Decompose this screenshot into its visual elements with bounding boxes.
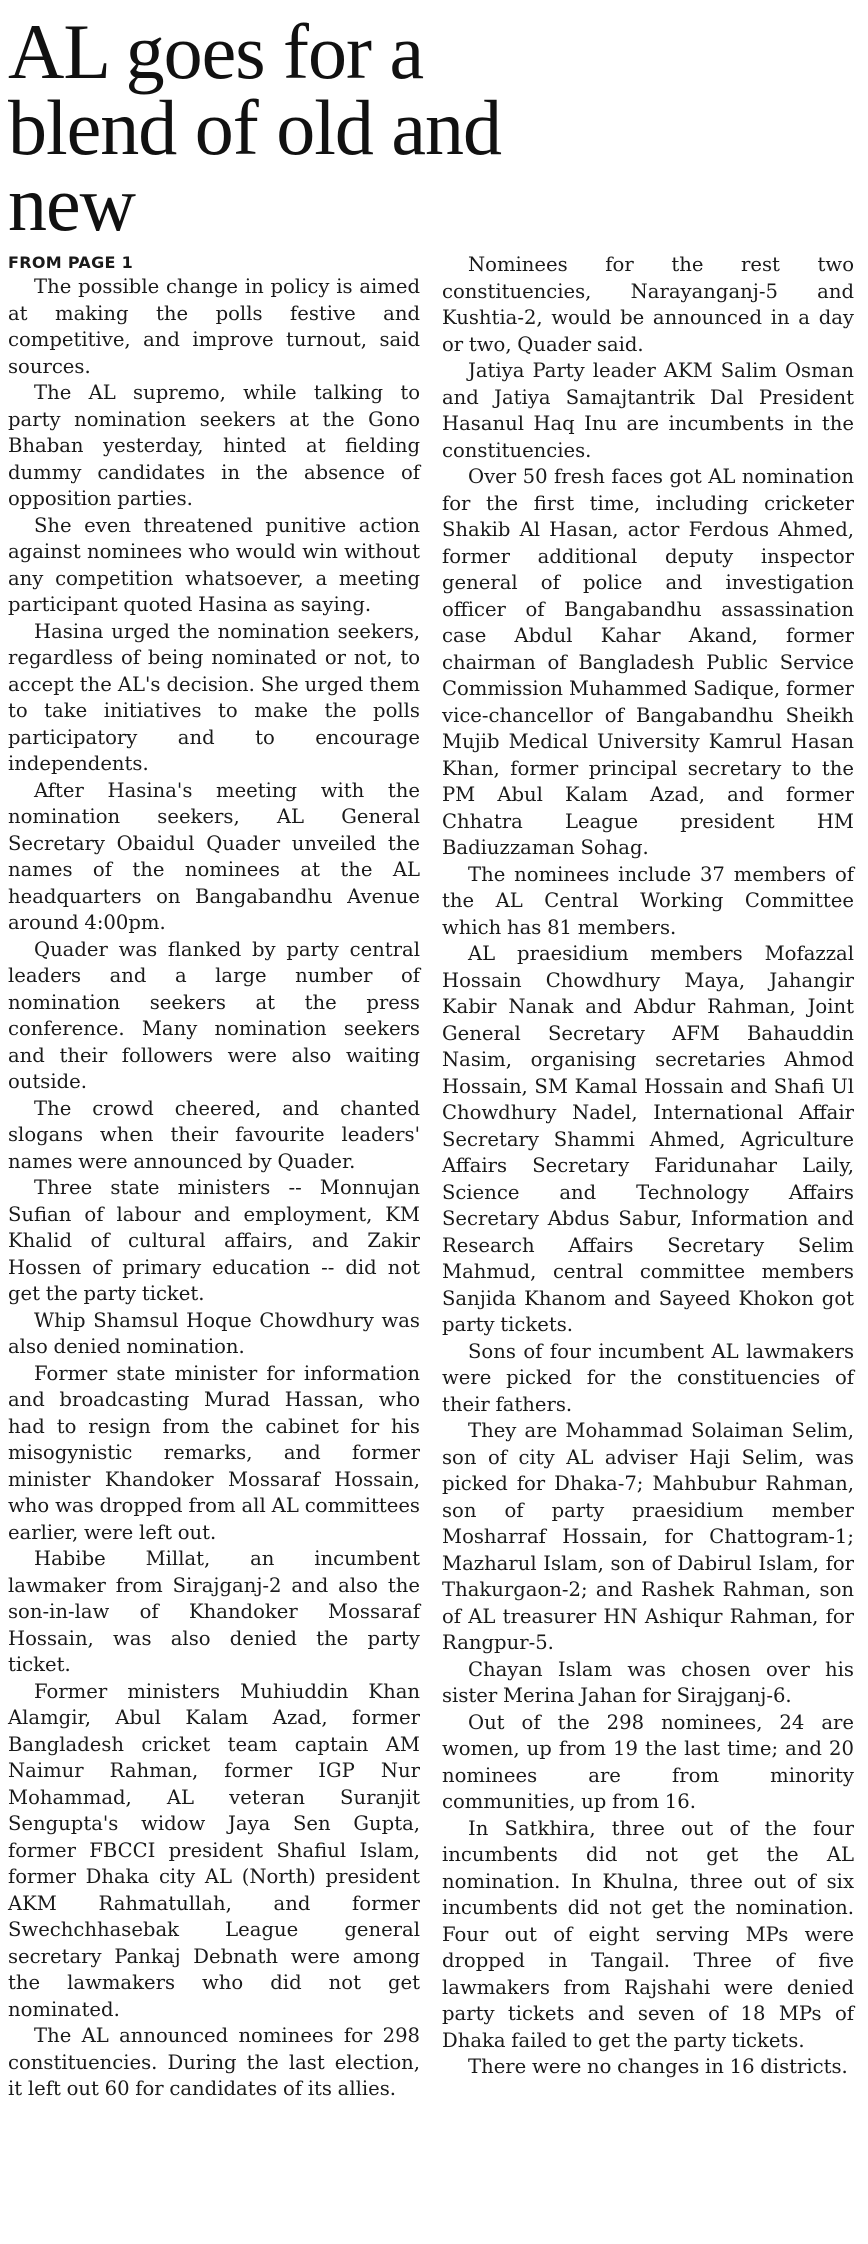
paragraph: Out of the 298 nominees, 24 are women, up from 19 the last time; and 20 nominees are from minority communities, up from 16.	[442, 1710, 854, 1813]
headline: AL goes for a blend of old and new	[8, 8, 502, 247]
paragraph: They are Mohammad Solaiman Selim, son of city AL adviser Haji Selim, was picked for Dhaka-7; Mahbubur Rahman, son of party praesidium member Mosharraf Hossain, for Chattogram-1; Mazharul Islam, son of Dabirul Islam, for Thakurgaon-2; and Rashek Rahman, son of AL treasurer HN Ashiqur Rahman, for Rangpur-5.	[442, 1419, 854, 1654]
article-body	[8, 252, 854, 2103]
paragraph: Jatiya Party leader AKM Salim Osman and Jatiya Samajtantrik Dal President Hasanul Haq Inu are incumbents in the constituencies.	[442, 359, 854, 462]
continuation-kicker: FROM PAGE 1	[8, 253, 134, 272]
paragraph: The crowd cheered, and chanted slogans when their favourite leaders' names were announced by Quader.	[8, 1096, 420, 1173]
paragraph: The nominees include 37 members of the AL Central Working Committee which has 81 members.	[442, 862, 854, 939]
paragraph: Quader was flanked by party central leaders and a large number of nomination seekers at the press conference. Many nomination seekers and their followers were also waiting outside.	[8, 937, 420, 1093]
paragraph: She even threatened punitive action against nominees who would win without any competition whatsoever, a meeting participant quoted Hasina as saying.	[8, 513, 420, 616]
paragraph: Former ministers Muhiuddin Khan Alamgir, Abul Kalam Azad, former Bangladesh cricket team captain AM Naimur Rahman, former IGP Nur Mohammad, AL veteran Suranjit Sengupta's widow Jaya Sen Gupta, former FBCCI president Shafiul Islam, former Dhaka city AL (North) president AKM Rahmatullah, and former Swechchhasebak League general secretary Pankaj Debnath were among the lawmakers who did not get nominated.	[8, 1679, 420, 2021]
paragraph: Over 50 fresh faces got AL nomination for the first time, including cricketer Shakib Al Hasan, actor Ferdous Ahmed, former additional deputy inspector general of police and investigation officer of Bangabandhu assassination case Abdul Kahar Akand, former chairman of Bangladesh Public Service Commission Muhammed Sadique, former vice-chancellor of Bangabandhu Sheikh Mujib Medical University Kamrul Hasan Khan, former principal secretary to the PM Abul Kalam Azad, and former Chhatra League president HM Badiuzzaman Sohag.	[442, 465, 854, 859]
paragraph: Former state minister for information and broadcasting Murad Hassan, who had to resign from the cabinet for his misogynistic remarks, and former minister Khandoker Mossaraf Hossain, who was dropped from all AL committees earlier, were left out.	[8, 1361, 420, 1544]
paragraph: The AL announced nominees for 298 constituencies. During the last election, it left out 60 for candidates of its allies.	[8, 2024, 420, 2100]
paragraph: Hasina urged the nomination seekers, regardless of being nominated or not, to accept the AL's decision. She urged them to take initiatives to make the polls participatory and to encourage independents.	[8, 619, 420, 775]
paragraph: Sons of four incumbent AL lawmakers were picked for the constituencies of their fathers.	[442, 1339, 854, 1416]
left-column	[8, 252, 420, 2103]
paragraph: Whip Shamsul Hoque Chowdhury was also denied nomination.	[8, 1308, 420, 1358]
paragraph: After Hasina's meeting with the nomination seekers, AL General Secretary Obaidul Quader unveiled the names of the nominees at the AL headquarters on Bangabandhu Avenue around 4:00pm.	[8, 778, 420, 934]
paragraph: The possible change in policy is aimed at making the polls festive and competitive, and improve turnout, said sources.	[8, 275, 420, 378]
paragraph: In Satkhira, three out of the four incumbents did not get the AL nomination. In Khulna, three out of six incumbents did not get the nomination. Four out of eight serving MPs were dropped in Tangail. Three of five lawmakers from Rajshahi were denied party tickets and seven of 18 MPs of Dhaka failed to get the party tickets.	[442, 1816, 854, 2052]
paragraph: Nominees for the rest two constituencies, Narayanganj-5 and Kushtia-2, would be announced in a day or two, Quader said.	[442, 253, 854, 356]
paragraph: Three state ministers -- Monnujan Sufian of labour and employment, KM Khalid of cultural affairs, and Zakir Hossen of primary education -- did not get the party ticket.	[8, 1176, 420, 1305]
paragraph: Habibe Millat, an incumbent lawmaker from Sirajganj-2 and also the son-in-law of Khandoker Mossaraf Hossain, was also denied the party ticket.	[8, 1547, 420, 1676]
right-column	[442, 252, 854, 2103]
paragraph: AL praesidium members Mofazzal Hossain Chowdhury Maya, Jahangir Kabir Nanak and Abdur Rahman, Joint General Secretary AFM Bahauddin Nasim, organising secretaries Ahmod Hossain, SM Kamal Hossain and Shafi Ul Chowdhury Nadel, International Affair Secretary Shammi Ahmed, Agriculture Affairs Secretary Faridunahar Laily, Science and Technology Affairs Secretary Abdus Sabur, Information and Research Affairs Secretary Selim Mahmud, central committee members Sanjida Khanom and Sayeed Khokon got party tickets.	[442, 942, 854, 1336]
paragraph: There were no changes in 16 districts.	[468, 2055, 848, 2078]
paragraph: Chayan Islam was chosen over his sister Merina Jahan for Sirajganj-6.	[442, 1657, 854, 1707]
paragraph: The AL supremo, while talking to party nomination seekers at the Gono Bhaban yesterday, hinted at fielding dummy candidates in the absence of opposition parties.	[8, 381, 420, 510]
